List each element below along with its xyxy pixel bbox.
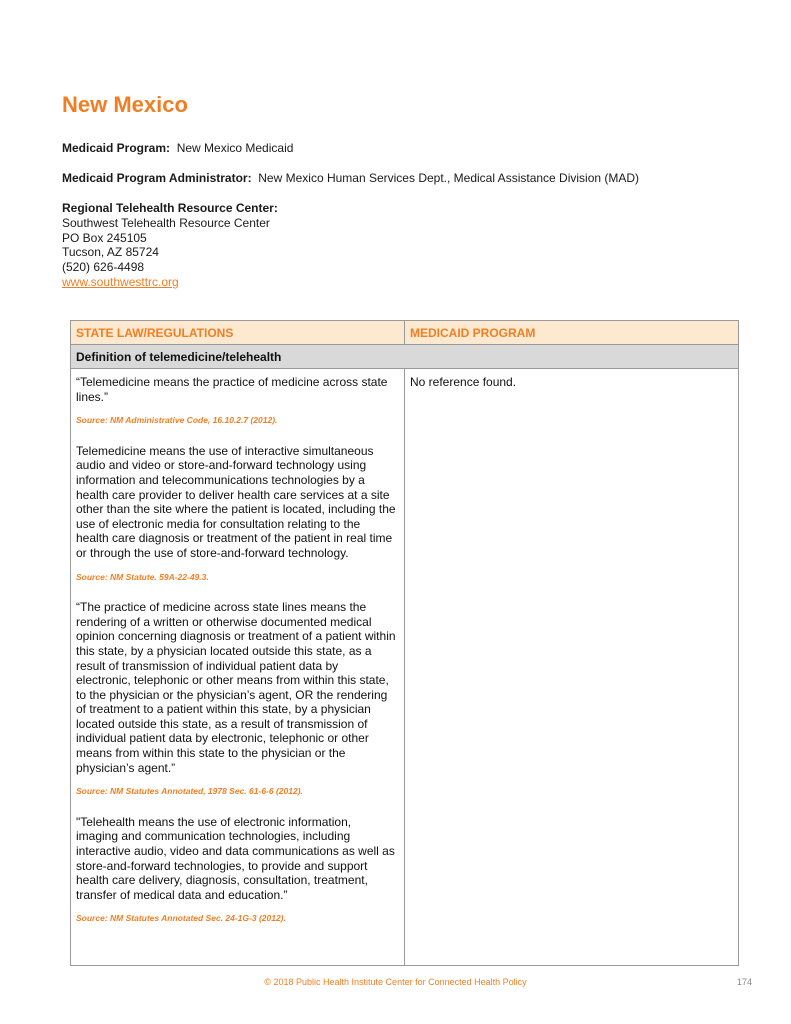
law-text: “The practice of medicine across state lines means the rendering of a written or otherwise documented medical opinion concerning diagnosis or treatment of a patient within this state, by a physician located outside this state, as a result of transmission of individual patient data by electronic, telephonic or other means from within this state, to the physician or the physician’s agent, OR the rendering of treatment to a patient within this state, by a physician located outside this state, as a result of transmission of individual patient data by electronic, telephonic or other means from within this state to the physician or the physician’s agent.” — [76, 600, 396, 775]
resource-center-block — [62, 201, 278, 290]
section-header: Definition of telemedicine/telehealth — [71, 345, 739, 369]
resource-center-po-box: PO Box 245105 — [62, 230, 147, 245]
medicaid-cell — [405, 369, 739, 966]
medicaid-column-header: MEDICAID PROGRAM — [405, 321, 739, 345]
medicaid-program-label: Medicaid Program: — [62, 141, 171, 155]
state-law-cell — [71, 369, 405, 966]
footer-copyright: © 2018 Public Health Institute Center for Connected Health Policy — [264, 977, 527, 987]
law-source: Source: NM Statutes Annotated Sec. 24-1G-3 (2012). — [76, 913, 286, 924]
medicaid-program-value: New Mexico Medicaid — [176, 141, 294, 155]
medicaid-program-line — [62, 141, 293, 156]
law-source: Source: NM Statutes Annotated, 1978 Sec. 61-6-6 (2012). — [76, 786, 303, 797]
law-source: Source: NM Administrative Code, 16.10.2.7 (2012). — [76, 415, 278, 426]
law-source: Source: NM Statute. 59A-22-49.3. — [76, 571, 209, 582]
page-number: 174 — [737, 977, 753, 987]
policy-table — [70, 320, 739, 966]
resource-center-phone: (520) 626-4498 — [62, 260, 145, 275]
medicaid-text: No reference found. — [410, 375, 517, 389]
law-text: Telemedicine means the use of interactive simultaneous audio and video or store-and-forward technology using information and telecommunications technologies by a health care provider to deliver health care services at a site other than the site where the patient is located, including the use of electronic media for consultation relating to the health care diagnosis or treatment of the patient in real time or through the use of store-and-forward technology. — [76, 443, 396, 560]
medicaid-admin-label: Medicaid Program Administrator: — [62, 171, 252, 185]
resource-center-city: Tucson, AZ 85724 — [62, 245, 159, 260]
medicaid-admin-line — [62, 171, 639, 186]
law-text: “Telemedicine means the practice of medicine across state lines.” — [76, 375, 388, 404]
medicaid-admin-value: New Mexico Human Services Dept., Medical Assistance Division (MAD) — [258, 171, 640, 185]
law-text: "Telehealth means the use of electronic information, imaging and communication technologies, including interactive audio, video and data communications as well as store-and-forward technologies, to provide and support health care delivery, diagnosis, consultation, treatment, transfer of medical data and education.” — [76, 814, 395, 902]
page-title: New Mexico — [62, 92, 188, 117]
state-law-column-header: STATE LAW/REGULATIONS — [71, 321, 405, 345]
resource-center-label: Regional Telehealth Resource Center: — [62, 201, 278, 215]
resource-center-website-link[interactable]: www.southwesttrc.org — [62, 274, 179, 289]
resource-center-name: Southwest Telehealth Resource Center — [62, 215, 270, 230]
